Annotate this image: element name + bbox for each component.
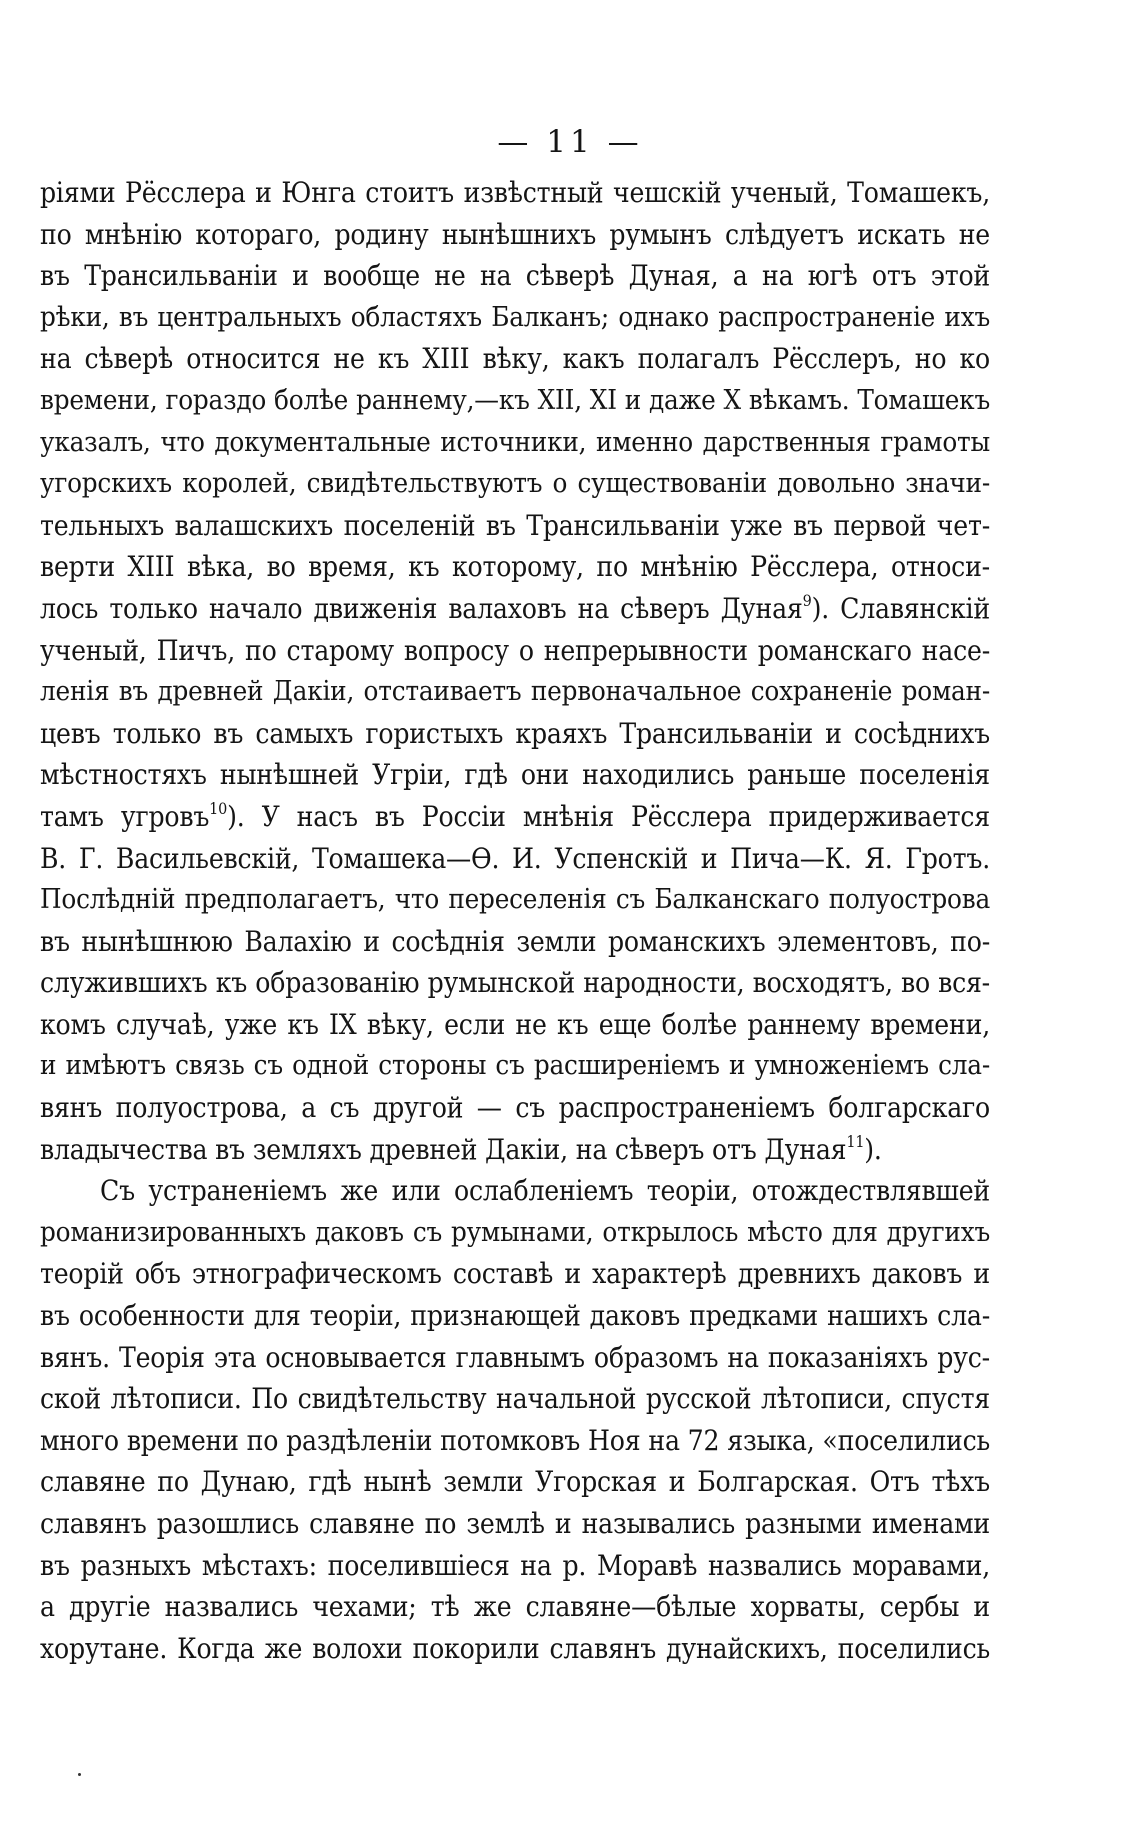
text-line: въ Трансильваніи и вообще не на сѣверѣ Дуная, а на югѣ отъ этой	[40, 259, 990, 293]
text-line: вянъ полуострова, а съ другой — съ распространеніемъ болгарскаго	[40, 1091, 990, 1125]
text-line: а другіе назвались чехами; тѣ же славяне—бѣлые хорваты, сербы и	[40, 1590, 990, 1624]
text-line: славяне по Дунаю, гдѣ нынѣ земли Угорская и Болгарская. Отъ тѣхъ	[40, 1465, 990, 1499]
footnote-mark: 11	[846, 1131, 865, 1151]
text-line: служившихъ къ образованію румынской народности, восходятъ, во вся-	[40, 966, 990, 1000]
text-line: указалъ, что документальные источники, именно дарственныя грамоты	[40, 425, 990, 458]
text-line: цевъ только въ самыхъ гористыхъ краяхъ Трансильваніи и сосѣднихъ	[40, 716, 990, 750]
text-segment: ).	[864, 1132, 882, 1166]
scan-speck	[78, 1773, 81, 1776]
text-line-with-footnote	[40, 796, 990, 838]
text-line: хорутане. Когда же волохи покорили славянъ дунайскихъ, поселились	[40, 1631, 990, 1665]
text-line: угорскихъ королей, свидѣтельствуютъ о существованіи довольно значи-	[40, 467, 990, 500]
text-line: В. Г. Васильевскій, Томашека—Ѳ. И. Успенскій и Пича—К. Я. Гротъ.	[40, 841, 990, 875]
text-line: вянъ. Теорія эта основывается главнымъ образомъ на показаніяхъ рус-	[40, 1340, 990, 1374]
text-line: славянъ разошлись славяне по землѣ и назывались разными именами	[40, 1507, 990, 1540]
text-line: романизированныхъ даковъ съ румынами, открылось мѣсто для другихъ	[40, 1215, 990, 1248]
page-number: — 11 —	[497, 124, 643, 160]
text-line: ленія въ древней Дакіи, отстаиваетъ первоначальное сохраненіе роман-	[40, 675, 990, 708]
text-segment: владычества въ земляхъ древней Дакіи, на сѣверъ отъ Дуная	[40, 1132, 847, 1166]
text-line: верти XIII вѣка, во время, къ которому, по мнѣнію Рёсслера, относи-	[40, 550, 990, 584]
text-line: комъ случаѣ, уже къ IX вѣку, если не къ еще болѣе раннему времени,	[40, 1007, 990, 1041]
paragraph-first-line: Съ устраненіемъ же или ослабленіемъ теоріи, отождествлявшей	[100, 1174, 990, 1208]
text-line: много времени по раздѣленіи потомковъ Ноя на 72 языка, «поселились	[40, 1423, 990, 1457]
footnote-mark: 10	[209, 798, 228, 818]
text-line: въ нынѣшнюю Валахію и сосѣднія земли романскихъ элементовъ, по-	[40, 924, 990, 958]
footnote-mark: 9	[802, 590, 812, 610]
text-line-with-footnote	[40, 588, 990, 630]
text-line-with-footnote	[40, 1129, 990, 1171]
text-line: въ разныхъ мѣстахъ: поселившіеся на р. Моравѣ назвались моравами,	[40, 1548, 990, 1582]
text-line: Послѣдній предполагаетъ, что переселенія съ Балканскаго полуострова	[40, 883, 990, 916]
text-line: на сѣверѣ относится не къ XIII вѣку, какъ полагалъ Рёсслеръ, но ко	[40, 342, 990, 376]
text-line: ученый, Пичъ, по старому вопросу о непрерывности романскаго насе-	[40, 633, 990, 667]
text-segment: лось только начало движенія валаховъ на сѣверъ Дуная	[40, 591, 803, 625]
body-text	[40, 172, 990, 1669]
text-line: тельныхъ валашскихъ поселеній въ Трансильваніи уже въ первой чет-	[40, 508, 990, 542]
text-line: по мнѣнію котораго, родину нынѣшнихъ румынъ слѣдуетъ искать не	[40, 217, 990, 251]
text-line: мѣстностяхъ нынѣшней Угріи, гдѣ они находились раньше поселенія	[40, 758, 990, 792]
text-line: ріями Рёсслера и Юнга стоитъ извѣстный чешскій ученый, Томашекъ,	[40, 176, 990, 209]
text-segment: ). Славянскій	[811, 591, 990, 625]
text-line: въ особенности для теоріи, признающей даковъ предками нашихъ сла-	[40, 1299, 990, 1333]
text-segment: тамъ угровъ	[40, 799, 210, 833]
text-line: времени, гораздо болѣе раннему,—къ XII, XI и даже X вѣкамъ. Томашекъ	[40, 383, 990, 416]
text-line: и имѣютъ связь съ одной стороны съ расширеніемъ и умноженіемъ сла-	[40, 1049, 990, 1082]
text-line: теорій объ этнографическомъ составѣ и характерѣ древнихъ даковъ и	[40, 1257, 990, 1291]
text-line: ской лѣтописи. По свидѣтельству начальной русской лѣтописи, спустя	[40, 1382, 990, 1416]
text-line: рѣки, въ центральныхъ областяхъ Балканъ; однако распространеніе ихъ	[40, 300, 990, 333]
text-segment: ). У насъ въ Россіи мнѣнія Рёсслера придерживается	[227, 799, 990, 833]
